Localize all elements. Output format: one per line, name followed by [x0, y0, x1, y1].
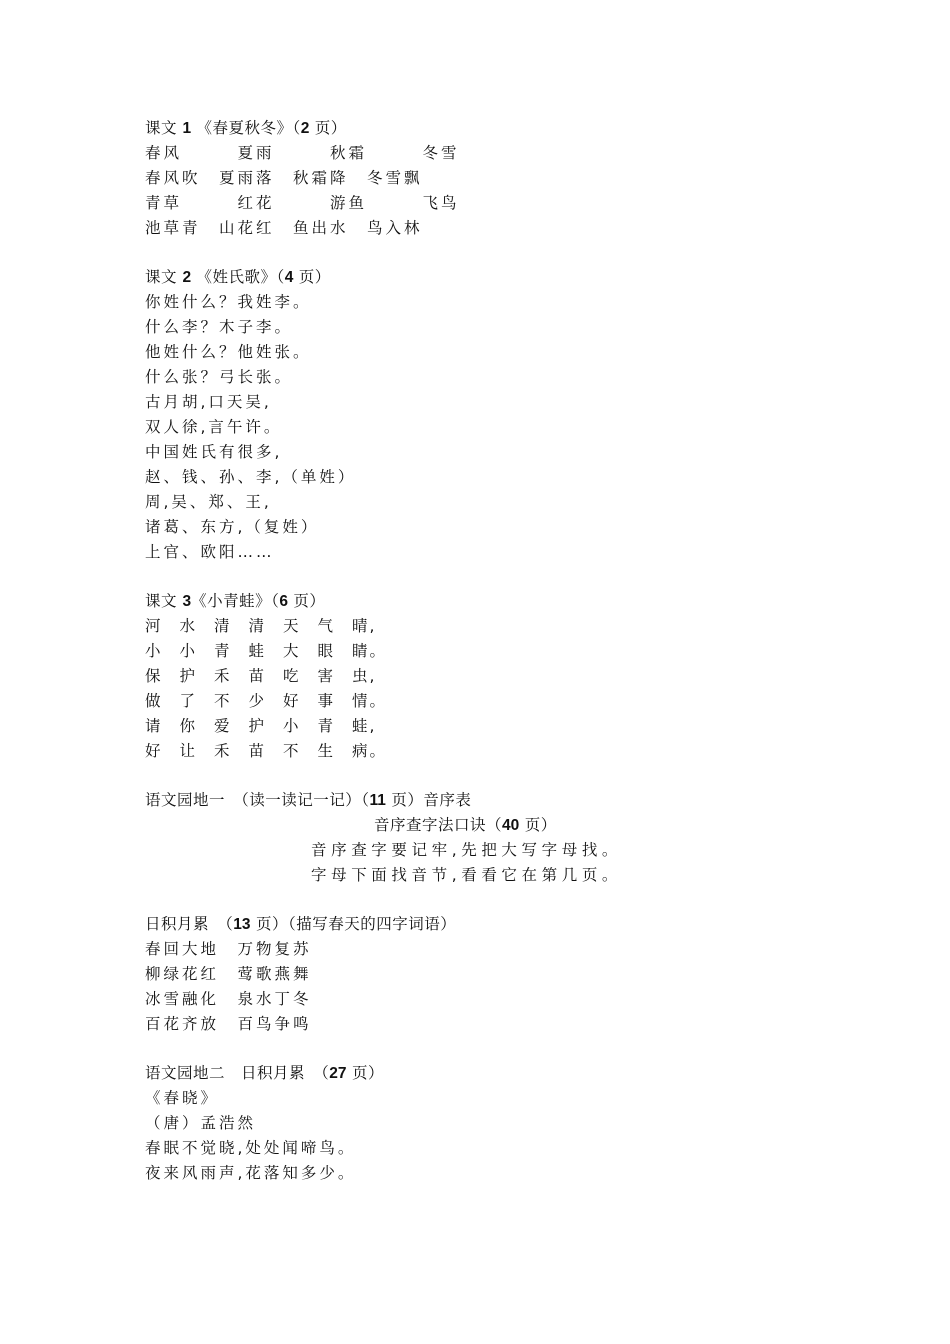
lesson-1-heading: 课文 1 《春夏秋冬》（2 页） — [145, 119, 347, 137]
lesson-3-line: 小 小 青 蛙 大 眼 睛。 — [145, 642, 388, 660]
lesson-2-line: 你姓什么？我姓李。 — [145, 293, 312, 311]
lesson-2-line: 什么张？弓长张。 — [145, 368, 294, 386]
poem-title: 《春晓》 — [145, 1089, 220, 1107]
poem-line: 春眠不觉晓,处处闻啼鸟。 — [145, 1139, 357, 1157]
lesson-2-line: 他姓什么？他姓张。 — [145, 343, 312, 361]
garden-1-heading: 语文园地一 （读一读记一记）（11 页）音序表 — [145, 791, 472, 809]
lesson-2-line: 中国姓氏有很多, — [145, 443, 283, 461]
lesson-2-line: 赵、钱、孙、李,（单姓） — [145, 468, 357, 486]
lesson-3-line: 请 你 爱 护 小 青 蛙, — [145, 717, 377, 735]
lesson-3-line: 保 护 禾 苗 吃 害 虫, — [145, 667, 377, 685]
lesson-2-line: 诸葛、东方,（复姓） — [145, 518, 320, 536]
lesson-3-line: 河 水 清 清 天 气 晴, — [145, 617, 377, 635]
lesson-2-line: 什么李？木子李。 — [145, 318, 294, 336]
garden-1-subheading: 音序查字法口诀（40 页） — [374, 816, 557, 834]
lesson-3-line: 好 让 禾 苗 不 生 病。 — [145, 742, 388, 760]
idiom-line: 冰雪融化 泉水丁冬 — [145, 990, 312, 1008]
idiom-line: 柳绿花红 莺歌燕舞 — [145, 965, 312, 983]
mnemonic-line: 字母下面找音节,看看它在第几页。 — [311, 866, 623, 884]
lesson-1-line: 春风 夏雨 秋霜 冬雪 — [145, 144, 460, 162]
idiom-line: 春回大地 万物复苏 — [145, 940, 312, 958]
poem-line: 夜来风雨声,花落知多少。 — [145, 1164, 357, 1182]
lesson-2-heading: 课文 2 《姓氏歌》（4 页） — [145, 268, 331, 286]
accumulation-heading: 日积月累 （13 页）（描写春天的四字词语） — [145, 915, 457, 933]
mnemonic-line: 音序查字要记牢,先把大写字母找。 — [311, 841, 623, 859]
lesson-2-line: 双人徐,言午许。 — [145, 418, 283, 436]
lesson-3-heading: 课文 3《小青蛙》（6 页） — [145, 592, 326, 610]
lesson-1-line: 青草 红花 游鱼 飞鸟 — [145, 194, 460, 212]
lesson-1-line: 池草青 山花红 鱼出水 鸟入林 — [145, 219, 423, 237]
lesson-2-line: 周,吴、郑、王, — [145, 493, 272, 511]
lesson-1-line: 春风吹 夏雨落 秋霜降 冬雪飘 — [145, 169, 423, 187]
poem-author: （唐）孟浩然 — [145, 1114, 257, 1132]
lesson-2-line: 上官、欧阳…… — [145, 543, 275, 561]
lesson-3-line: 做 了 不 少 好 事 情。 — [145, 692, 388, 710]
idiom-line: 百花齐放 百鸟争鸣 — [145, 1015, 312, 1033]
garden-2-heading: 语文园地二 日积月累 （27 页） — [145, 1064, 384, 1082]
lesson-2-line: 古月胡,口天吴, — [145, 393, 272, 411]
